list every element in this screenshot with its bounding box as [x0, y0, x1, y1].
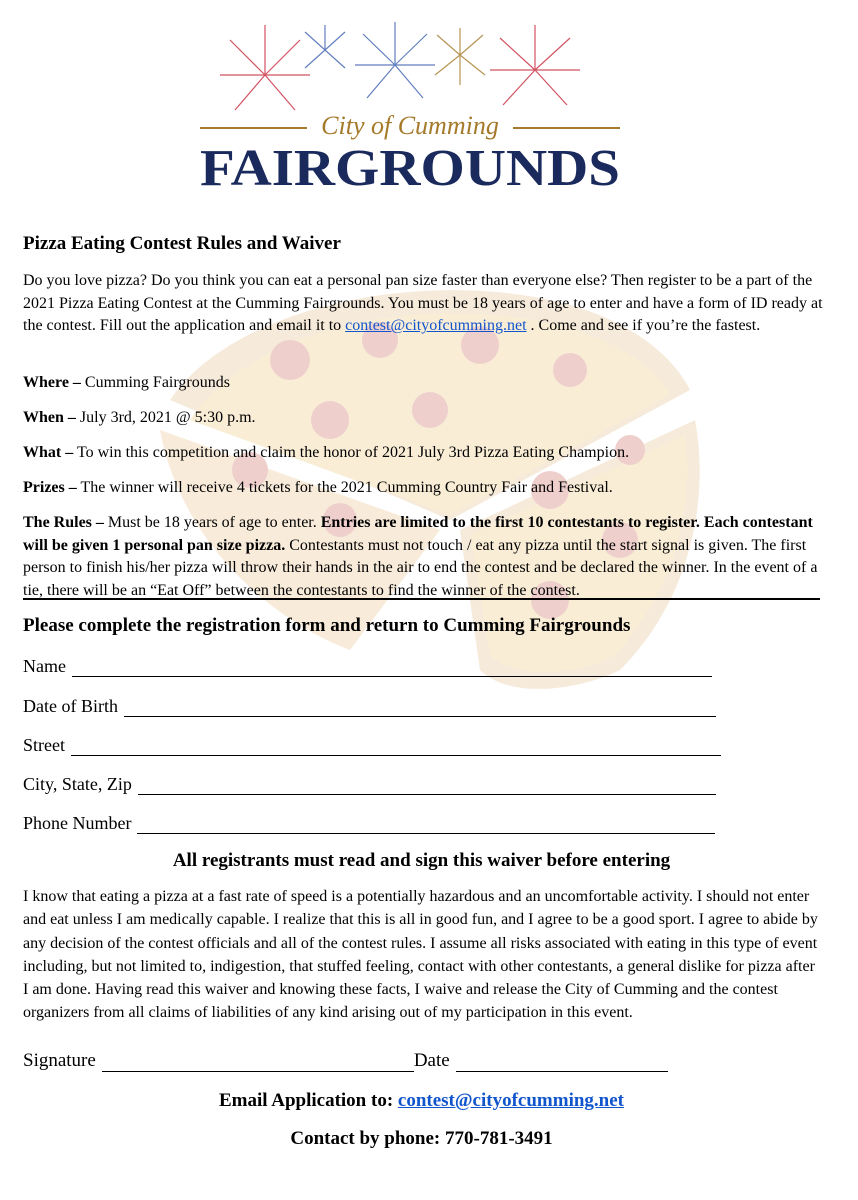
- name-input-line[interactable]: [72, 658, 712, 677]
- where-line: [23, 372, 823, 395]
- dob-field: [23, 696, 716, 717]
- signature-row: [23, 1050, 668, 1072]
- intro-text-before: Do you love pizza? Do you think you can eat a personal pan size faster than everyone else? Then register to be a part of the 2021 Pizza Eating Contest at the Cumming Fairgrounds. You must be 18 years of age to enter and have a form of ID ready at the contest. Fill out the application and email it to: [23, 272, 823, 335]
- email-application-line: [23, 1090, 820, 1112]
- dob-input-line[interactable]: [124, 698, 716, 717]
- street-field: [23, 735, 721, 756]
- when-label: When –: [23, 409, 76, 426]
- when-line: [23, 407, 823, 430]
- rules-text-1: Must be 18 years of age to enter.: [103, 514, 321, 531]
- what-label: What –: [23, 444, 74, 461]
- street-label: Street: [23, 735, 65, 755]
- name-label: Name: [23, 656, 66, 676]
- phone-field: [23, 813, 715, 834]
- rules-label: The Rules –: [23, 514, 104, 531]
- when-value: July 3rd, 2021 @ 5:30 p.m.: [75, 409, 256, 426]
- section-divider: [23, 598, 820, 600]
- prizes-line: [23, 477, 823, 500]
- date-input-line[interactable]: [456, 1052, 668, 1072]
- dob-label: Date of Birth: [23, 696, 118, 716]
- fireworks-graphic: [220, 22, 580, 110]
- logo-fairgrounds-text: FAIRGROUNDS: [200, 140, 620, 195]
- logo-city-text: City of Cumming: [321, 111, 499, 140]
- registration-heading: Please complete the registration form and return to Cumming Fairgrounds: [23, 615, 631, 636]
- name-field: [23, 656, 712, 677]
- intro-text-after: . Come and see if you’re the fastest.: [526, 317, 761, 335]
- where-label: Where –: [23, 374, 81, 391]
- contact-phone-label: Contact by phone:: [290, 1128, 445, 1149]
- what-value: To win this competition and claim the honor of 2021 July 3rd Pizza Eating Champion.: [73, 444, 630, 461]
- city-state-zip-input-line[interactable]: [138, 776, 716, 795]
- page-title: Pizza Eating Contest Rules and Waiver: [23, 233, 341, 254]
- signature-input-line[interactable]: [102, 1052, 414, 1072]
- rules-text-2: Contestants must not touch / eat any pizza until the start signal is given. The first person to finish his/her pizza will throw their hands in the air to end the contest and be declared the winner. In the event of a tie, there will be an “Eat Off” between the contestants to find the winner of the contest.: [23, 536, 818, 599]
- where-value: Cumming Fairgrounds: [80, 374, 230, 391]
- email-application-label: Email Application to:: [218, 1090, 398, 1111]
- footer-email-link[interactable]: contest@cityofcumming.net: [397, 1090, 625, 1111]
- city-state-zip-field: [23, 774, 716, 795]
- signature-label: Signature: [23, 1050, 96, 1071]
- rules-bold-text: Entries are limited to the first 10 contestants to register. Each contestant will be given 1 personal pan size pizza.: [23, 514, 813, 554]
- intro-paragraph: [23, 270, 823, 338]
- street-input-line[interactable]: [71, 737, 721, 756]
- city-state-zip-label: City, State, Zip: [23, 774, 132, 794]
- contact-phone-number: 770-781-3491: [445, 1128, 553, 1149]
- prizes-value: The winner will receive 4 tickets for the 2021 Cumming Country Fair and Festival.: [76, 479, 613, 496]
- prizes-label: Prizes –: [23, 479, 77, 496]
- phone-input-line[interactable]: [137, 815, 715, 834]
- contact-phone-line: [23, 1128, 820, 1150]
- waiver-text: I know that eating a pizza at a fast rate of speed is a potentially hazardous and an uncomfortable activity. I should not enter and eat unless I am medically capable. I realize that this is all in good fun, and I agree to be a good sport. I agree to abide by any decision of the contest officials and all of the contest rules. I assume all risks associated with eating in this type of event including, but not limited to, indigestion, that stuffed feeling, contact with other contestants, a general dislike for pizza after I am done. Having read this waiver and knowing these facts, I waive and release the City of Cumming and the contest organizers from all claims of liabilities of any kind arising out of my participation in this event.: [23, 888, 818, 1022]
- intro-email-link[interactable]: contest@cityofcumming.net: [345, 317, 527, 335]
- waiver-heading: All registrants must read and sign this waiver before entering: [172, 850, 671, 871]
- what-line: [23, 442, 823, 465]
- rules-paragraph: [23, 512, 823, 602]
- phone-label: Phone Number: [23, 813, 132, 833]
- date-label: Date: [413, 1050, 450, 1071]
- fairgrounds-logo: [195, 20, 625, 195]
